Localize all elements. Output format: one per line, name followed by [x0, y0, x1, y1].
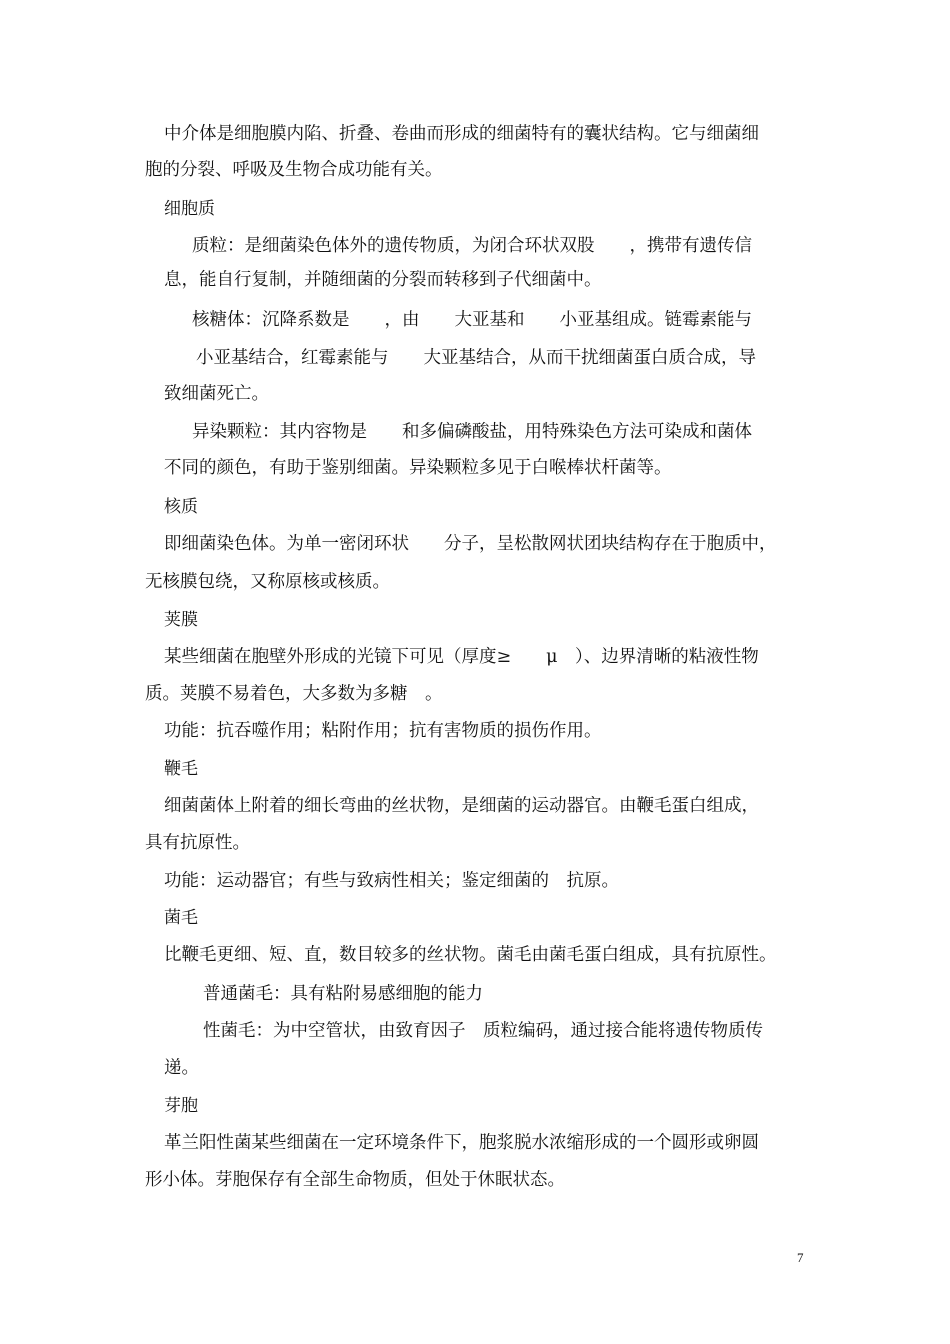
paragraph-line: 细菌菌体上附着的细长弯曲的丝状物，是细菌的运动器官。由鞭毛蛋白组成，: [164, 796, 759, 816]
section-heading-cytoplasm: 细胞质: [164, 199, 215, 219]
paragraph-line: 不同的颜色，有助于鉴别细菌。异染颗粒多见于白喉棒状杆菌等。: [164, 458, 672, 478]
paragraph-line: 胞的分裂、呼吸及生物合成功能有关。: [145, 160, 443, 180]
paragraph-line: 普通菌毛：具有粘附易感细胞的能力: [203, 984, 483, 1004]
section-heading-spore: 芽胞: [164, 1096, 198, 1116]
paragraph-line: 革兰阳性菌某些细菌在一定环境条件下，胞浆脱水浓缩形成的一个圆形或卵圆: [164, 1133, 759, 1153]
paragraph-line: 核糖体：沉降系数是 ，由 大亚基和 小亚基组成。链霉素能与: [192, 310, 752, 330]
section-heading-pili: 菌毛: [164, 908, 198, 928]
paragraph-line: 小亚基结合，红霉素能与 大亚基结合，从而干扰细菌蛋白质合成，导: [196, 348, 756, 368]
section-heading-flagella: 鞭毛: [164, 759, 198, 779]
paragraph-line: 比鞭毛更细、短、直，数目较多的丝状物。菌毛由菌毛蛋白组成，具有抗原性。: [164, 945, 777, 965]
paragraph-line: 无核膜包绕，又称原核或核质。: [145, 572, 390, 592]
paragraph-line: 致细菌死亡。: [164, 384, 269, 404]
paragraph-line: 具有抗原性。: [145, 833, 250, 853]
paragraph-line: 质。荚膜不易着色，大多数为多糖 。: [145, 684, 443, 704]
paragraph-line: 性菌毛：为中空管状，由致育因子 质粒编码，通过接合能将遗传物质传: [203, 1021, 763, 1041]
paragraph-line: 某些细菌在胞壁外形成的光镜下可见（厚度≥ μ ）、边界清晰的粘液性物: [164, 647, 759, 667]
paragraph-line: 中介体是细胞膜内陷、折叠、卷曲而形成的细菌特有的囊状结构。它与细菌细: [164, 124, 759, 144]
paragraph-line: 质粒：是细菌染色体外的遗传物质，为闭合环状双股 ，携带有遗传信: [192, 236, 752, 256]
paragraph-line: 功能：抗吞噬作用；粘附作用；抗有害物质的损伤作用。: [164, 721, 602, 741]
paragraph-line: 息，能自行复制，并随细菌的分裂而转移到子代细菌中。: [164, 270, 602, 290]
paragraph-line: 形小体。芽胞保存有全部生命物质，但处于休眠状态。: [145, 1170, 565, 1190]
paragraph-line: 即细菌染色体。为单一密闭环状 分子，呈松散网状团块结构存在于胞质中，: [164, 534, 777, 554]
paragraph-line: 功能：运动器官；有些与致病性相关；鉴定细菌的 抗原。: [164, 871, 619, 891]
section-heading-nucleoid: 核质: [164, 497, 198, 517]
paragraph-line: 异染颗粒：其内容物是 和多偏磷酸盐，用特殊染色方法可染成和菌体: [192, 422, 752, 442]
section-heading-capsule: 荚膜: [164, 610, 198, 630]
paragraph-line: 递。: [164, 1058, 199, 1078]
page-number: 7: [797, 1250, 804, 1265]
